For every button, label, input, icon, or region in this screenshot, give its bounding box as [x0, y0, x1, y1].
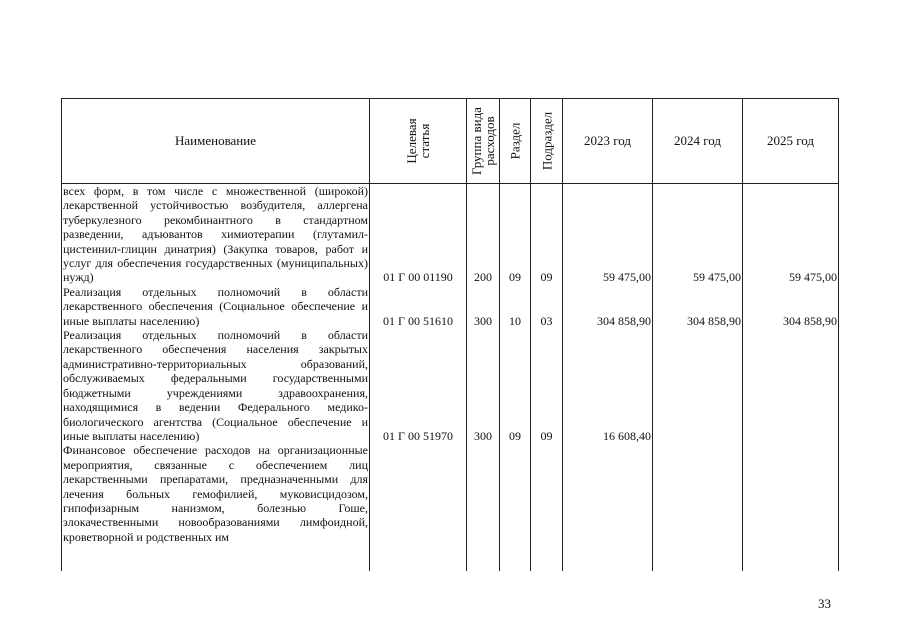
- budget-table-container: [61, 98, 838, 580]
- table-row: [62, 285, 839, 328]
- row-2024: 304 858,90: [653, 285, 743, 328]
- row-group: [467, 443, 500, 571]
- row-2025: 59 475,00: [743, 184, 839, 285]
- header-podrazdel: [531, 99, 563, 184]
- table-row: [62, 443, 839, 571]
- row-razdel: [500, 443, 531, 571]
- header-group-text: Группа вида расходов: [469, 107, 497, 175]
- row-group: 300: [467, 328, 500, 443]
- row-2023: 59 475,00: [563, 184, 653, 285]
- header-group: [467, 99, 500, 184]
- row-name: всех форм, в том числе с множественной (широкой) лекарственной устойчивостью возбудителя, аллергена туберкулезного рекомбинантного в стандартном разведении, адъювантов химиотерапии (глутамил-цистеинил-глицин динатрия) (Закупка товаров, работ и услуг для обеспечения государственных (муниципальных) нужд): [63, 184, 368, 285]
- header-2024: 2024 год: [653, 99, 743, 184]
- row-2023: 16 608,40: [563, 328, 653, 443]
- row-razdel: 09: [500, 184, 531, 285]
- header-2025: 2025 год: [743, 99, 839, 184]
- row-group: 200: [467, 184, 500, 285]
- header-2023: 2023 год: [563, 99, 653, 184]
- row-2025: [743, 443, 839, 571]
- table-row: [62, 184, 839, 285]
- row-target: [370, 443, 467, 571]
- row-podrazdel: 03: [531, 285, 563, 328]
- row-2023: 304 858,90: [563, 285, 653, 328]
- header-target-text: Целевая статья: [404, 118, 432, 164]
- row-group: 300: [467, 285, 500, 328]
- header-target: [370, 99, 467, 184]
- row-podrazdel: [531, 443, 563, 571]
- row-target: 01 Г 00 01190: [370, 184, 467, 285]
- row-podrazdel: 09: [531, 184, 563, 285]
- header-razdel: [500, 99, 531, 184]
- header-razdel-text: Раздел: [507, 122, 523, 160]
- row-target: 01 Г 00 51970: [370, 328, 467, 443]
- row-2025: 304 858,90: [743, 285, 839, 328]
- row-name: Реализация отдельных полномочий в области лекарственного обеспечения (Социальное обеспечение и иные выплаты населению): [63, 284, 368, 328]
- budget-table: [61, 98, 839, 571]
- row-podrazdel: 09: [531, 328, 563, 443]
- header-name: Наименование: [62, 99, 370, 184]
- row-razdel: 09: [500, 328, 531, 443]
- page-number: 33: [818, 596, 831, 611]
- row-2025: [743, 328, 839, 443]
- row-2024: 59 475,00: [653, 184, 743, 285]
- row-razdel: 10: [500, 285, 531, 328]
- header-podrazdel-text: Подраздел: [539, 111, 554, 171]
- row-2024: [653, 328, 743, 443]
- row-name: Реализация отдельных полномочий в области лекарственного обеспечения населения закрытых административно-территориальных образований, обслуживаемых федеральными государственными бюджетными учреждениями здравоохранения, находящимися в ведении Федерального медико-биологического агентства (Социальное обеспечение и иные выплаты населению): [63, 328, 368, 443]
- table-row: [62, 328, 839, 443]
- row-target: 01 Г 00 51610: [370, 285, 467, 328]
- row-2023: [563, 443, 653, 571]
- table-header-row: [62, 99, 839, 184]
- row-2024: [653, 443, 743, 571]
- row-name: Финансовое обеспечение расходов на организационные мероприятия, связанные с обеспечением лиц лекарственными препаратами, предназначенными для лечения больных гемофилией, муковисцидозом, гипофизарным нанизмом, болезнью Гоше, злокачественными новообразованиями лимфоидной, кроветворной и родственных им: [62, 443, 370, 571]
